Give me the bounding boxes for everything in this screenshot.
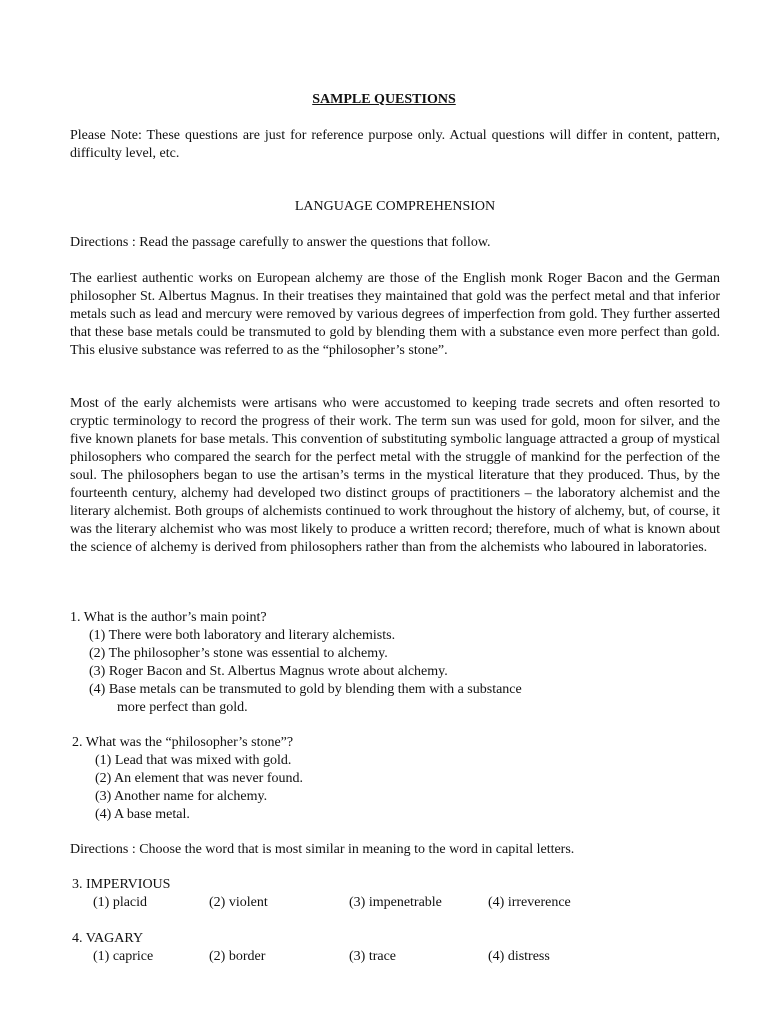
question-3-option-2: (2) violent — [209, 895, 268, 910]
question-4-option-1: (1) caprice — [93, 949, 154, 964]
question-3-option-3: (3) impenetrable — [349, 895, 442, 910]
section-heading: LANGUAGE COMPREHENSION — [294, 199, 496, 214]
synonym-directions: Directions : Choose the word that is most similar in meaning to the word in capital letters. — [70, 842, 575, 857]
question-3-stem: 3. IMPERVIOUS — [72, 877, 171, 892]
question-1-option-1: (1) There were both laboratory and literary alchemists. — [89, 628, 396, 643]
question-1-option-4-continued: more perfect than gold. — [117, 700, 248, 715]
question-2-option-2: (2) An element that was never found. — [95, 771, 303, 786]
question-2-option-3: (3) Another name for alchemy. — [95, 789, 268, 804]
question-2-stem: 2. What was the “philosopher’s stone”? — [72, 735, 294, 750]
question-2-option-4: (4) A base metal. — [95, 807, 190, 822]
question-1-option-3: (3) Roger Bacon and St. Albertus Magnus wrote about alchemy. — [89, 664, 448, 679]
question-1-stem: 1. What is the author’s main point? — [70, 610, 267, 625]
question-4-option-2: (2) border — [209, 949, 266, 964]
question-4-option-3: (3) trace — [349, 949, 397, 964]
question-1-option-4: (4) Base metals can be transmuted to gold by blending them with a substance — [89, 682, 522, 697]
reference-note: Please Note: These questions are just for reference purpose only. Actual questions will differ in content, pattern, difficulty level, etc. — [70, 128, 720, 161]
question-4-stem: 4. VAGARY — [72, 931, 144, 946]
question-2-option-1: (1) Lead that was mixed with gold. — [95, 753, 292, 768]
question-3-option-4: (4) irreverence — [488, 895, 571, 910]
passage-paragraph-2: Most of the early alchemists were artisans who were accustomed to keeping trade secrets and often resorted to cryptic terminology to record the progress of their work. The term sun was used for gold, moon for silver, and the five known planets for base metals. This convention of substituting symbolic language attracted a group of mystical philosophers who compared the search for the perfect metal with the struggle of mankind for the perfection of the soul. The philosophers began to use the artisan’s terms in the mystical literature that they produced. Thus, by the fourteenth century, alchemy had developed two distinct groups of practitioners – the laboratory alchemist and the literary alchemist. Both groups of alchemists continued to work throughout the history of alchemy, but, of course, it was the literary alchemist who was most likely to produce a written record; therefore, much of what is known about the science of alchemy is derived from philosophers rather than from the alchemists who laboured in laboratories. — [70, 396, 720, 555]
passage-paragraph-1: The earliest authentic works on European alchemy are those of the English monk Roger Bacon and the German philosopher St. Albertus Magnus. In their treatises they maintained that gold was the perfect metal and that inferior metals such as lead and mercury were removed by various degrees of imperfection from gold. They further asserted that these base metals could be transmuted to gold by blending them with a substance even more perfect than gold. This elusive substance was referred to as the “philosopher’s stone”. — [70, 271, 720, 358]
question-1-option-2: (2) The philosopher’s stone was essential to alchemy. — [89, 646, 388, 661]
page-title: SAMPLE QUESTIONS — [312, 92, 456, 107]
passage-directions: Directions : Read the passage carefully to answer the questions that follow. — [70, 235, 491, 250]
question-3-option-1: (1) placid — [93, 895, 148, 910]
question-4-option-4: (4) distress — [488, 949, 550, 964]
